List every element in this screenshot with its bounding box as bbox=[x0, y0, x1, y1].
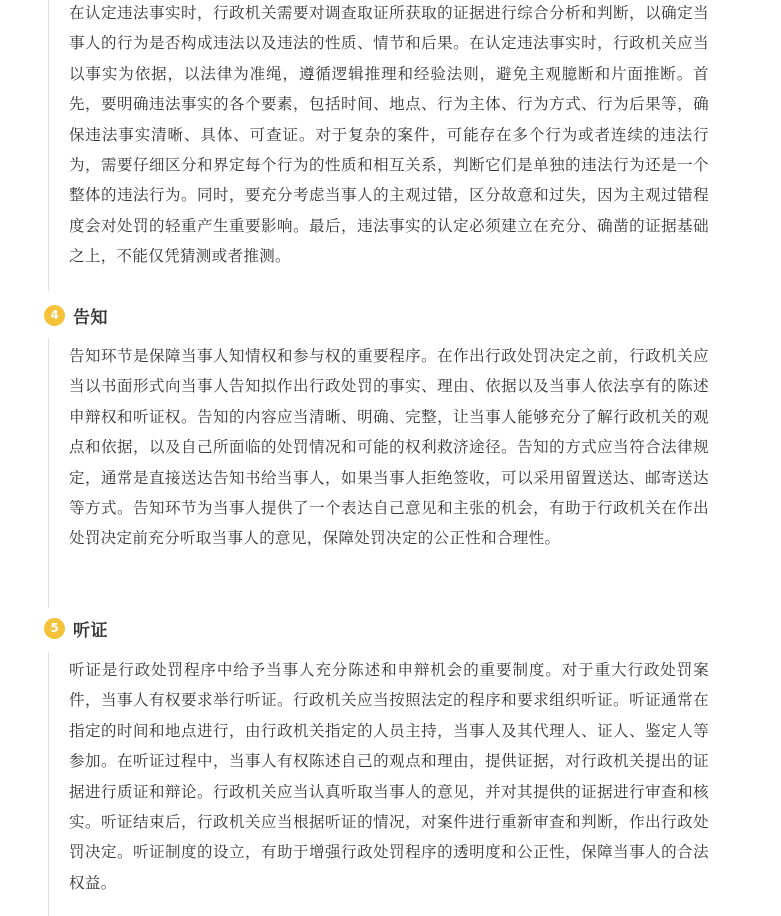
section-heading-notice bbox=[44, 303, 108, 327]
number-badge-4 bbox=[44, 305, 65, 326]
section-heading-hearing bbox=[44, 616, 108, 640]
badge-number: 5 bbox=[50, 621, 59, 635]
intro-paragraph: 在认定违法事实时，行政机关需要对调查取证所获取的证据进行综合分析和判断，以确定当事人的行为是否构成违法以及违法的性质、情节和后果。在认定违法事实时，行政机关应当以事实为依据，以法律为准绳，遵循逻辑推理和经验法则，避免主观臆断和片面推断。首先，要明确违法事实的各个要素，包括时间、地点、行为主体、行为方式、行为后果等，确保违法事实清晰、具体、可查证。对于复杂的案件，可能存在多个行为或者连续的违法行为，需要仔细区分和界定每个行为的性质和相互关系，判断它们是单独的违法行为还是一个整体的违法行为。同时，要充分考虑当事人的主观过错，区分故意和过失，因为主观过错程度会对处罚的轻重产生重要影响。最后，违法事实的认定必须建立在充分、确凿的证据基础之上，不能仅凭猜测或者推测。 bbox=[69, 4, 709, 266]
number-badge-5 bbox=[44, 618, 65, 639]
left-divider-top bbox=[48, 0, 49, 291]
section-title-notice: 告知 bbox=[73, 307, 108, 328]
hearing-paragraph: 听证是行政处罚程序中给予当事人充分陈述和申辩机会的重要制度。对于重大行政处罚案件，当事人有权要求举行听证。行政机关应当按照法定的程序和要求组织听证。听证通常在指定的时间和地点进行，由行政机关指定的人员主持，当事人及其代理人、证人、鉴定人等参加。在听证过程中，当事人有权陈述自己的观点和理由，提供证据，对行政机关提出的证据进行质证和辩论。行政机关应当认真听取当事人的意见，并对其提供的证据进行审查和核实。听证结束后，行政机关应当根据听证的情况，对案件进行重新审查和判断，作出行政处罚决定。听证制度的设立，有助于增强行政处罚程序的透明度和公正性，保障当事人的合法权益。 bbox=[69, 661, 709, 892]
left-divider-notice bbox=[48, 338, 49, 608]
notice-paragraph: 告知环节是保障当事人知情权和参与权的重要程序。在作出行政处罚决定之前，行政机关应当以书面形式向当事人告知拟作出行政处罚的事实、理由、依据以及当事人依法享有的陈述申辩权和听证权。告知的内容应当清晰、明确、完整，让当事人能够充分了解行政机关的观点和依据，以及自己所面临的处罚情况和可能的权利救济途径。告知的方式应当符合法律规定，通常是直接送达告知书给当事人，如果当事人拒绝签收，可以采用留置送达、邮寄送达等方式。告知环节为当事人提供了一个表达自己意见和主张的机会，有助于行政机关在作出处罚决定前充分听取当事人的意见，保障处罚决定的公正性和合理性。 bbox=[69, 347, 709, 548]
badge-number: 4 bbox=[50, 308, 59, 322]
section-title-hearing: 听证 bbox=[73, 620, 108, 641]
left-divider-hearing bbox=[48, 652, 49, 916]
